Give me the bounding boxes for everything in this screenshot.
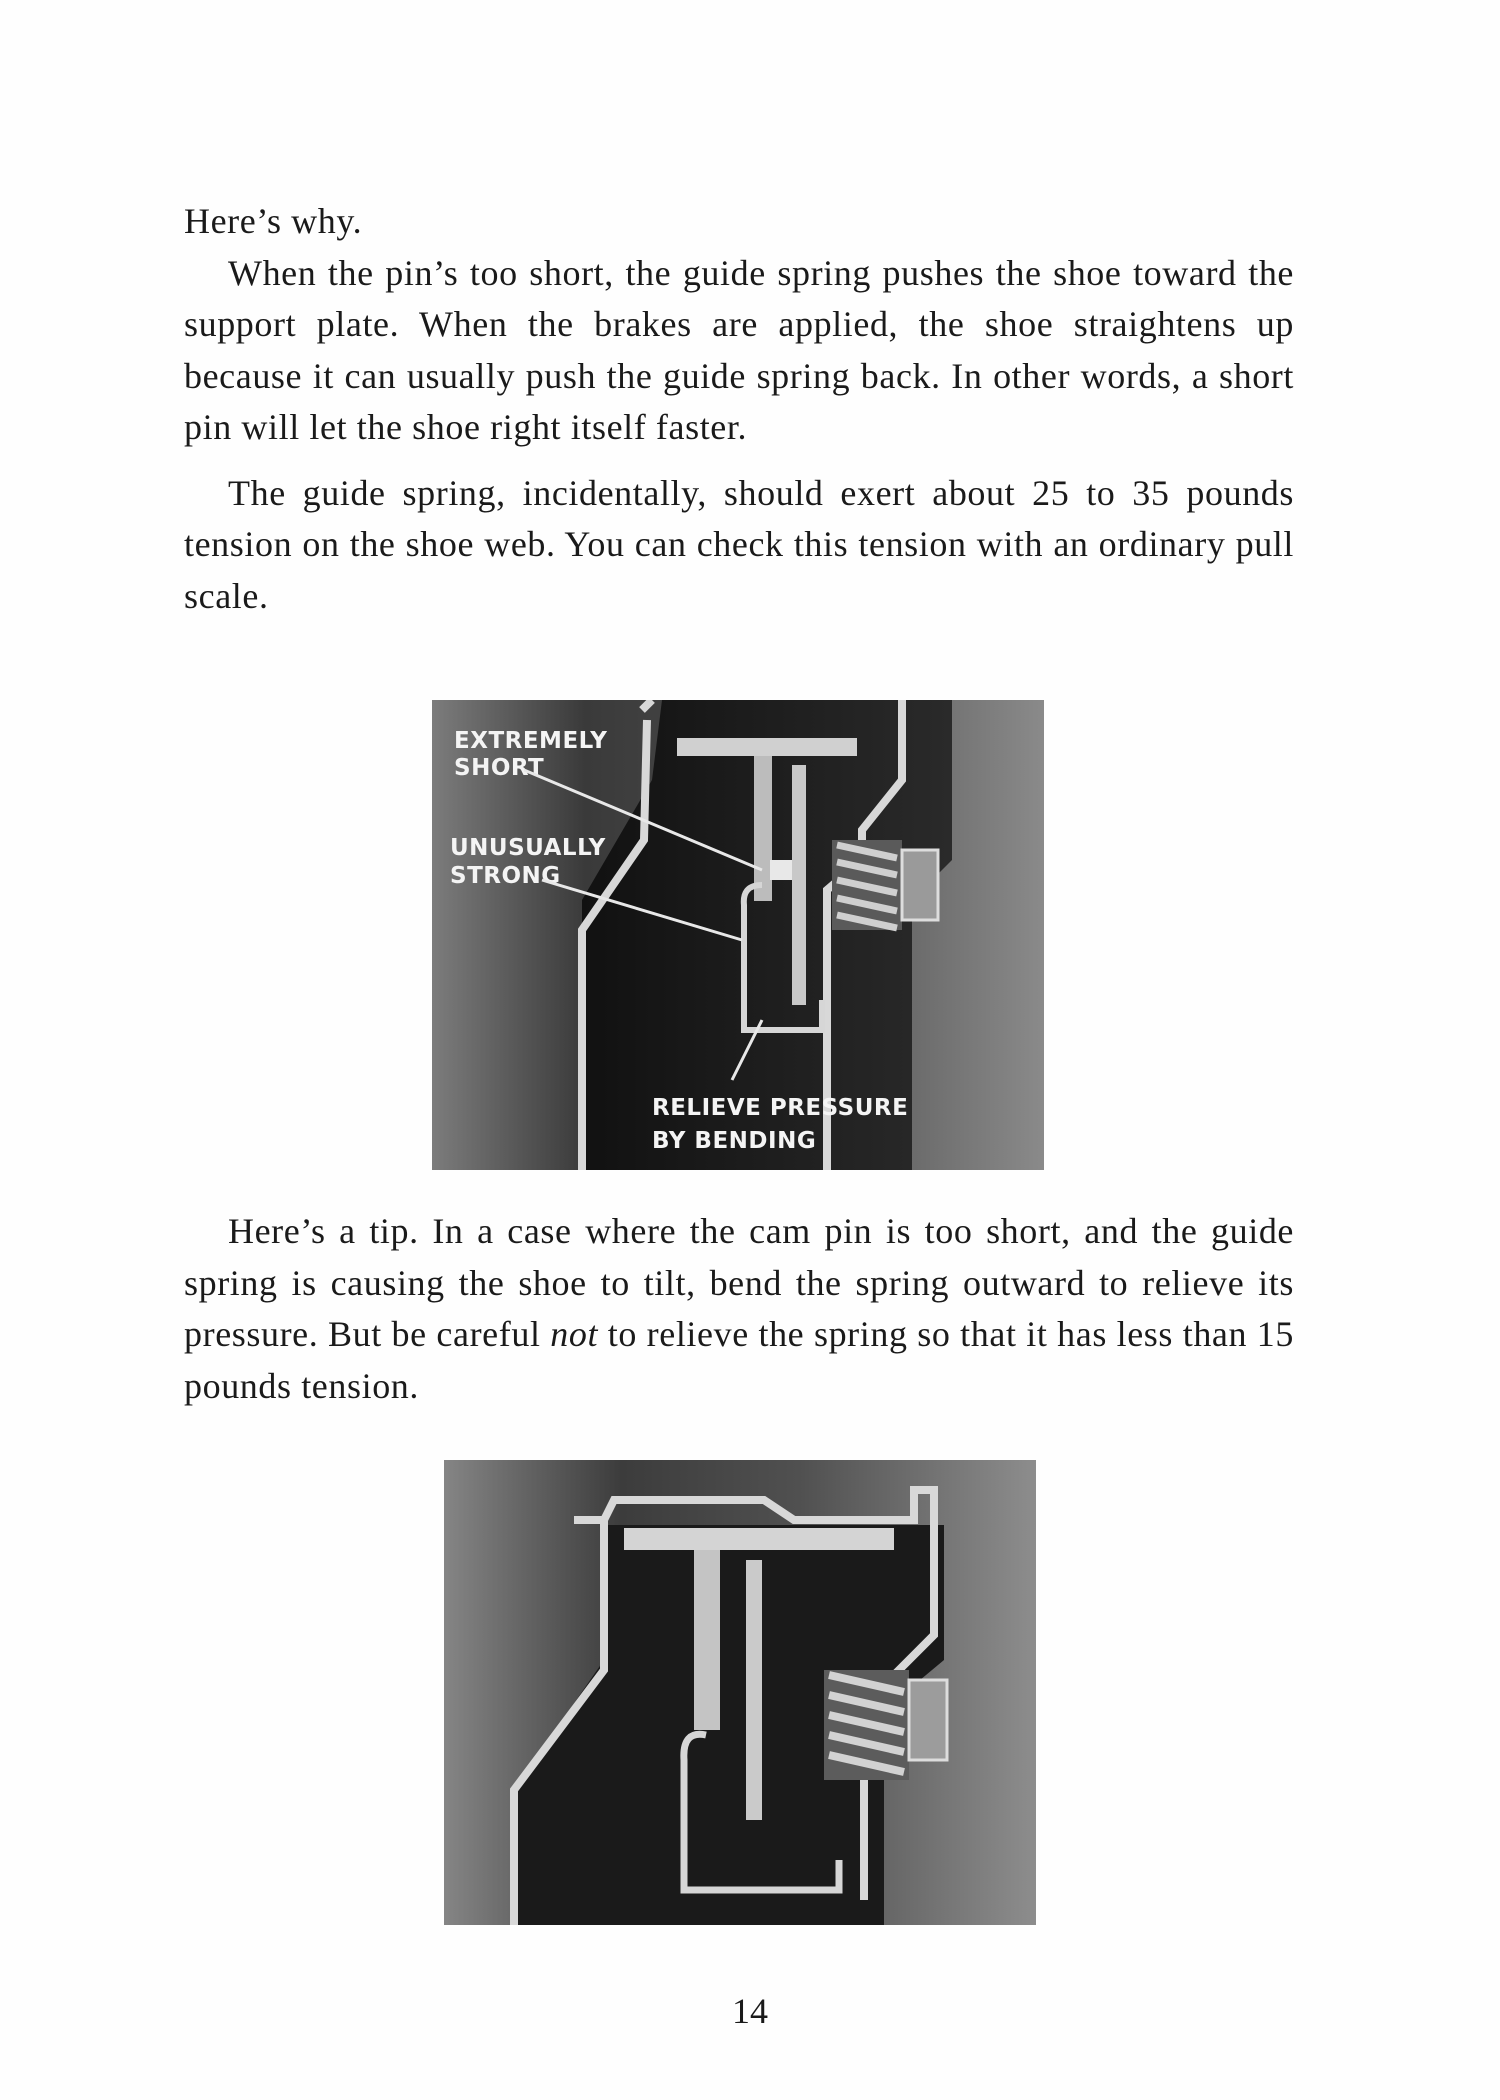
callout-strong: STRONG (450, 863, 561, 889)
callout-relieve-pressure: RELIEVE PRESSURE (652, 1095, 909, 1121)
paragraph-tip (184, 1206, 1294, 1412)
callout-unusually: UNUSUALLY (450, 835, 606, 861)
brake-assembly-illustration (432, 700, 1044, 1170)
paragraph-heres-why: Here’s why. (184, 201, 363, 241)
figure-short-pin-diagram (432, 700, 1044, 1170)
brake-assembly-illustration-bent-spring (444, 1460, 1036, 1925)
tip-text-block (184, 1206, 1294, 1412)
paragraph-pin-too-short: When the pin’s too short, the guide spring pushes the shoe toward the support plate. When the brakes are applied, the shoe straightens up because it can usually push the guide spring back. In other words, a short pin will let the shoe right itself faster. (184, 252, 1294, 447)
coil-spring-icon (832, 840, 938, 930)
callout-by-bending: BY BENDING (652, 1128, 817, 1154)
tip-emphasis-not: not (550, 1314, 599, 1354)
page-number: 14 (732, 1991, 768, 2031)
tip-text-before: Here’s a tip. In a case where the cam pin is too short, and the guide spring is causing the shoe to tilt, bend the spring outward to relieve its pressure. But be careful (184, 1211, 1294, 1354)
figure-bent-spring-diagram (444, 1460, 1036, 1925)
paragraph-guide-spring-tension: The guide spring, incidentally, should exert about 25 to 35 pounds tension on the shoe web. You can check this tension with an ordinary pull scale. (184, 472, 1294, 616)
callout-extremely: EXTREMELY (454, 728, 608, 754)
callout-short: SHORT (454, 755, 545, 781)
top-text-block (184, 196, 1294, 622)
tip-text-after: to relieve the spring so that it has less than 15 pounds tension. (184, 1314, 1295, 1406)
